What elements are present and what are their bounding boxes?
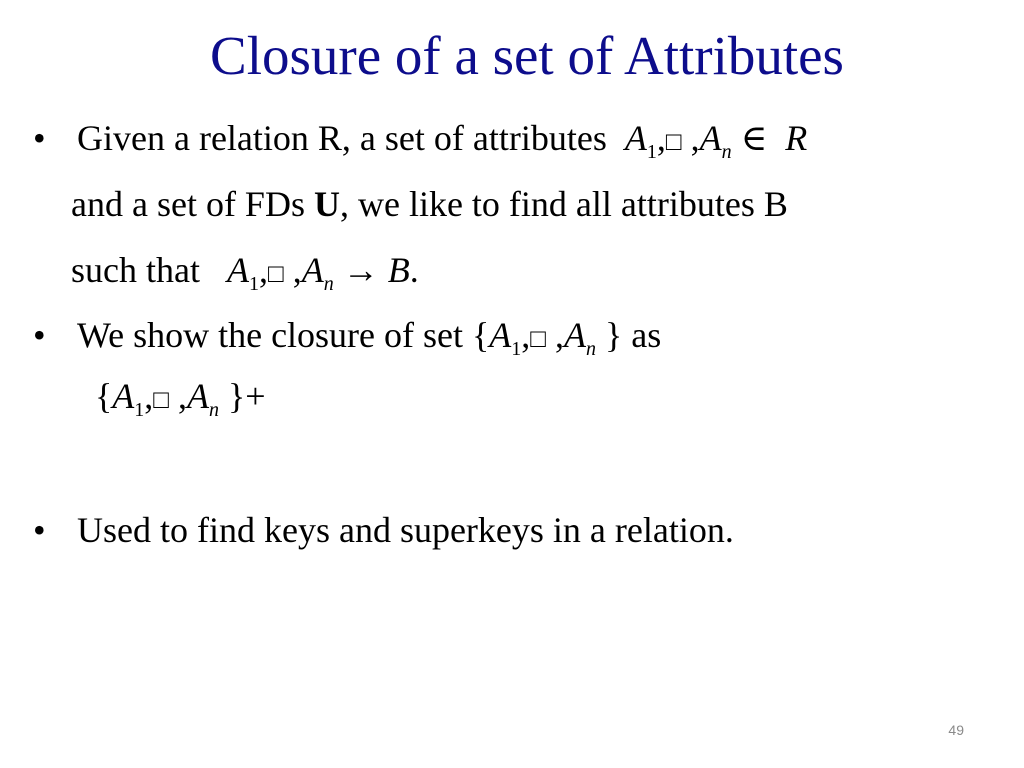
math-period: . (409, 250, 419, 290)
bullet-1-line-3-text: such that (71, 250, 200, 290)
math-comma: , (555, 315, 564, 355)
bullet-1-line-2-post: , we like to find all attributes B (339, 184, 788, 224)
closure-formula (95, 376, 266, 421)
math-a1: A (226, 250, 249, 290)
math-close-brace: } (228, 376, 246, 416)
math-close-brace: } (605, 315, 623, 355)
math-b: B (387, 250, 410, 290)
math-sub-n: n (323, 273, 334, 295)
math-open-brace: { (472, 315, 490, 355)
math-sub-n: n (586, 338, 596, 360)
math-an: A (187, 376, 209, 416)
bullet-1-line-3 (71, 248, 419, 306)
bullet-1-marker: • (33, 118, 46, 158)
bullet-1-line-2 (71, 182, 788, 226)
math-comma: , (292, 250, 302, 290)
math-sep: , (521, 315, 531, 355)
math-sub-n: n (209, 399, 219, 421)
bullet-2-line-1 (77, 313, 661, 371)
math-an: A (301, 250, 324, 290)
math-element-of: ∈ (740, 118, 768, 158)
attribute-set-formula (616, 118, 808, 163)
math-sub-n: n (721, 141, 732, 163)
set-formula (472, 315, 631, 360)
bullet-1-line-2-pre: and a set of FDs (71, 184, 314, 224)
math-arrow: → (342, 250, 379, 290)
math-comma: , (178, 376, 187, 416)
fd-formula (209, 250, 419, 295)
bullet-2-text: We show the closure of set (77, 315, 463, 355)
math-sub-1: 1 (646, 141, 657, 163)
math-comma: , (690, 118, 700, 158)
bullet-2-post: as (631, 315, 662, 355)
math-open-brace: { (95, 376, 113, 416)
bullet-2-marker: • (33, 315, 46, 355)
page-number: 49 (948, 722, 964, 738)
bullet-1-line-1 (77, 116, 807, 174)
math-a1: A (624, 118, 647, 158)
math-sub-1: 1 (511, 338, 522, 360)
math-sub-1: 1 (248, 273, 259, 295)
math-a1: A (489, 315, 512, 355)
math-sep: , (656, 118, 666, 158)
math-sep: , (144, 376, 154, 416)
bullet-1-text: Given a relation R, a set of attributes (77, 118, 607, 158)
math-a1: A (112, 376, 135, 416)
math-placeholder: □ (530, 324, 546, 353)
math-an: A (564, 315, 586, 355)
bullet-2-line-2 (95, 374, 266, 432)
math-placeholder: □ (153, 385, 169, 414)
math-plus: + (245, 376, 266, 416)
math-placeholder: □ (665, 127, 682, 156)
fd-set-u: U (313, 184, 340, 224)
math-r: R (785, 118, 808, 158)
bullet-3-text: Used to find keys and superkeys in a relation. (77, 510, 734, 550)
math-sep: , (258, 250, 268, 290)
slide-title: Closure of a set of Attributes (210, 25, 844, 86)
math-an: A (699, 118, 722, 158)
bullet-3-marker: • (33, 510, 46, 550)
bullet-3-line-1 (77, 508, 734, 552)
math-sub-1: 1 (134, 399, 145, 421)
math-placeholder: □ (267, 259, 284, 288)
